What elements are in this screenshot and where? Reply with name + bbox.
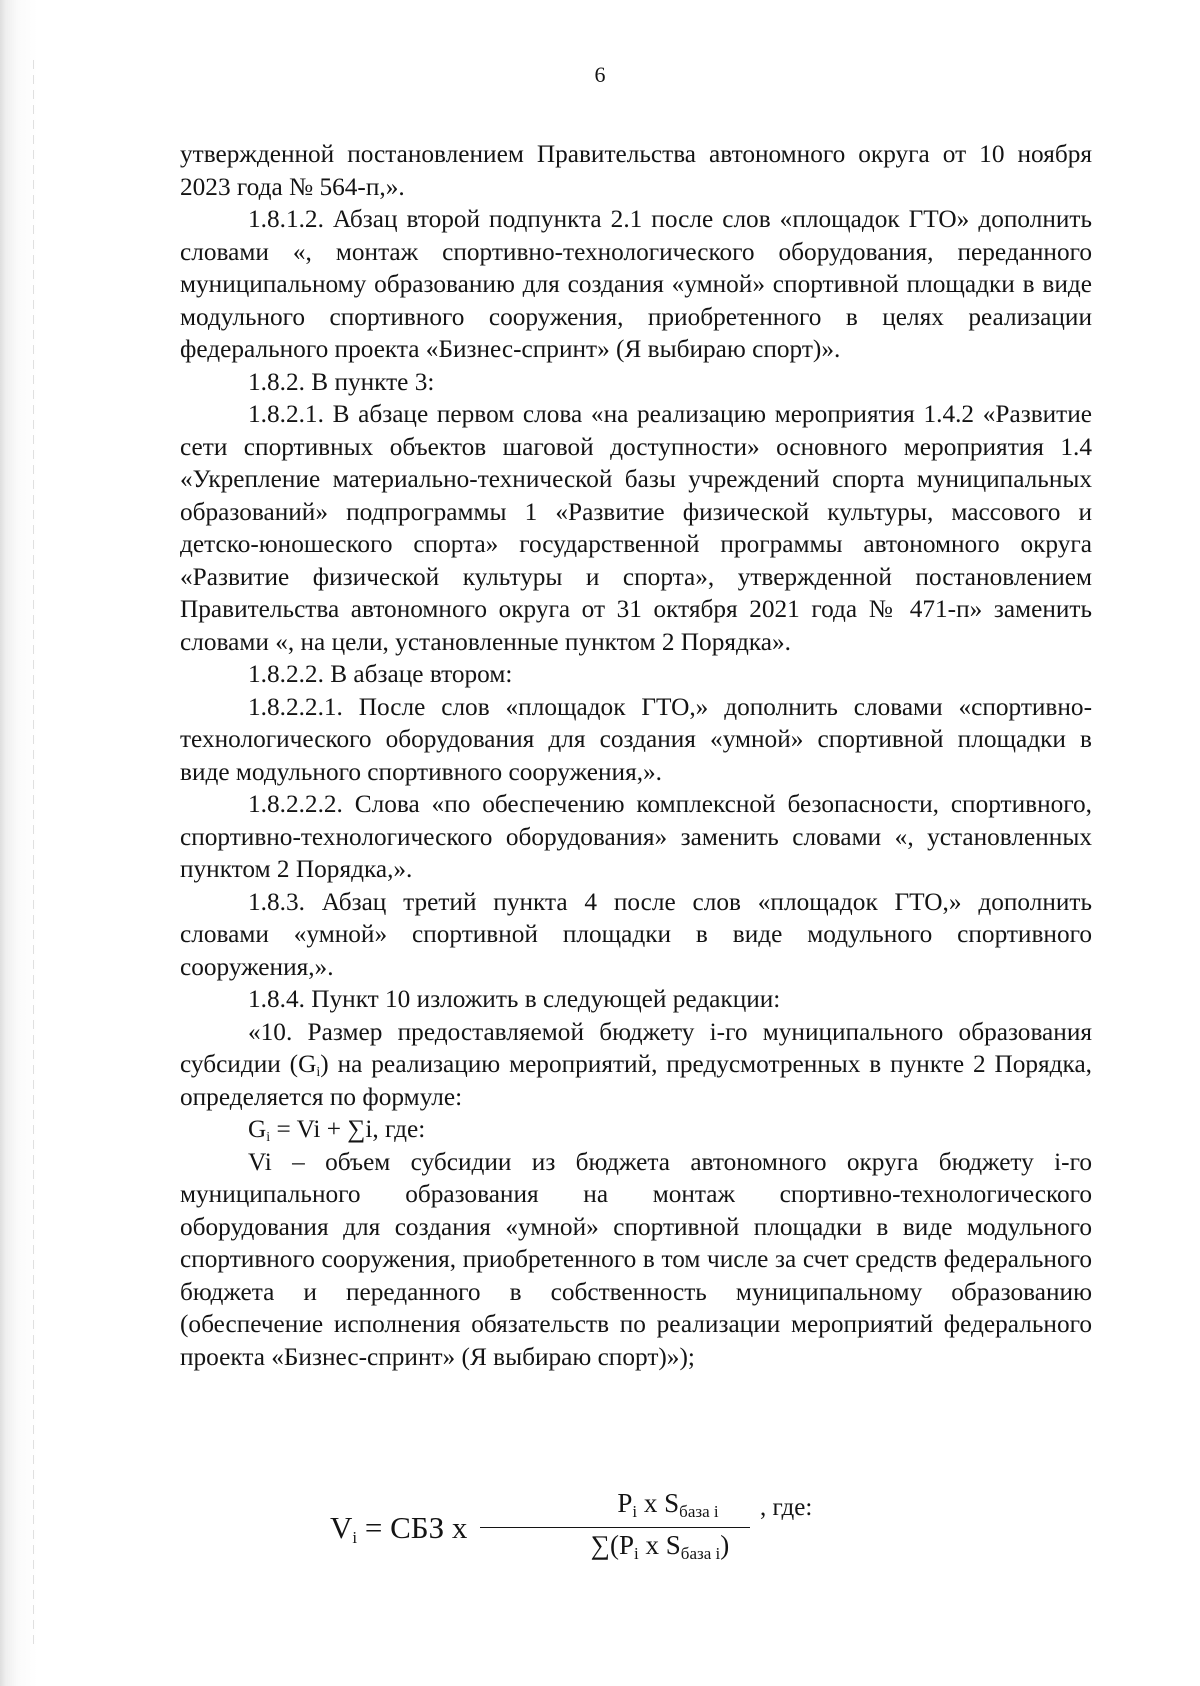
point-10-subscript: i <box>316 1065 321 1080</box>
paragraph-1-8-2-1: 1.8.2.1. В абзаце первом слова «на реализацию мероприятия 1.4.2 «Развитие сети спортивных объектов шаговой доступности» основного мероприятия 1.4 «Укрепление материально-технической базы учреждений спорта муниципальных образований» подпрограммы 1 «Развитие физической культуры, массового и детско-юношеского спорта» государственной программы автономного округа «Развитие физической культуры и спорта», утвержденной постановлением Правительства автономного округа от 31 октября 2021 года № 471-п» заменить словами «, на цели, установленные пунктом 2 Порядка». <box>180 400 1092 656</box>
page-number: 6 <box>594 62 606 87</box>
formula-fraction-bar <box>480 1527 750 1528</box>
paragraph-1-8-1-2: 1.8.1.2. Абзац второй подпункта 2.1 после слов «площадок ГТО» дополнить словами «, монтаж спортивно-технологического оборудования, переданного муниципальному образованию для создания «умной» спортивной площадки в виде модульного спортивного сооружения, приобретенного в целях реализации федерального проекта «Бизнес-спринт» (Я выбираю спорт)». <box>180 205 1092 363</box>
scan-edge-line <box>33 60 34 1650</box>
paragraph-1-8-2-2-1: 1.8.2.2.1. После слов «площадок ГТО,» дополнить словами «спортивно-технологического оборудования для создания «умной» спортивной площадки в виде модульного спортивного сооружения,». <box>180 692 1092 786</box>
paragraph-point-10 <box>180 1016 1092 1114</box>
formula-denominator: $\sum(P_i$ x $S_{база i}$) <box>590 1530 730 1563</box>
point-10-text-start: «10. Размер предоставляемой бюджету i-го муниципального образования субсидии (G <box>180 1017 1092 1078</box>
paragraph-formula-g <box>180 1113 1092 1146</box>
document-body <box>180 138 1092 1373</box>
paragraph-vi-definition: Vi – объем субсидии из бюджета автономного округа бюджету i-го муниципального образования на монтаж спортивно-технологического оборудования для создания «умной» спортивной площадки в виде модульного спортивного сооружения, приобретенного в том числе за счет средств федерального бюджета и переданного в собственность муниципальному образованию (обеспечение исполнения обязательств по реализации мероприятий федерального проекта «Бизнес-спринт» (Я выбираю спорт)»); <box>180 1147 1092 1371</box>
paragraph-1-8-2: 1.8.2. В пункте 3: <box>248 367 435 396</box>
paragraph-continuation: утвержденной постановлением Правительства автономного округа от 10 ноября 2023 года № 564-п,». <box>180 140 1092 201</box>
paragraph-1-8-2-2: 1.8.2.2. В абзаце втором: <box>248 660 513 688</box>
g-symbol: G <box>248 1115 267 1143</box>
formula-vi <box>330 1488 870 1588</box>
formula-lhs: $V_i$ = СБЗ x <box>330 1510 468 1547</box>
formula-where: , где: <box>760 1494 813 1521</box>
paragraph-1-8-3: 1.8.3. Абзац третий пункта 4 после слов «площадок ГТО,» дополнить словами «умной» спортивной площадки в виде модульного спортивного сооружения,». <box>180 887 1092 981</box>
g-formula-rest: = Vi + ∑i, где: <box>270 1115 426 1143</box>
formula-numerator: $P_i$ x $S_{база i}$ <box>617 1488 719 1521</box>
paragraph-1-8-4: 1.8.4. Пункт 10 изложить в следующей редакции: <box>248 985 781 1013</box>
g-subscript: i <box>266 1130 271 1145</box>
point-10-text-end: ) на реализацию мероприятий, предусмотренных в пункте 2 Порядка, определяется по формуле: <box>180 1050 1093 1111</box>
paragraph-1-8-2-2-2: 1.8.2.2.2. Слова «по обеспечению комплексной безопасности, спортивного, спортивно-технологического оборудования» заменить словами «, установленных пунктом 2 Порядка,». <box>180 790 1092 883</box>
